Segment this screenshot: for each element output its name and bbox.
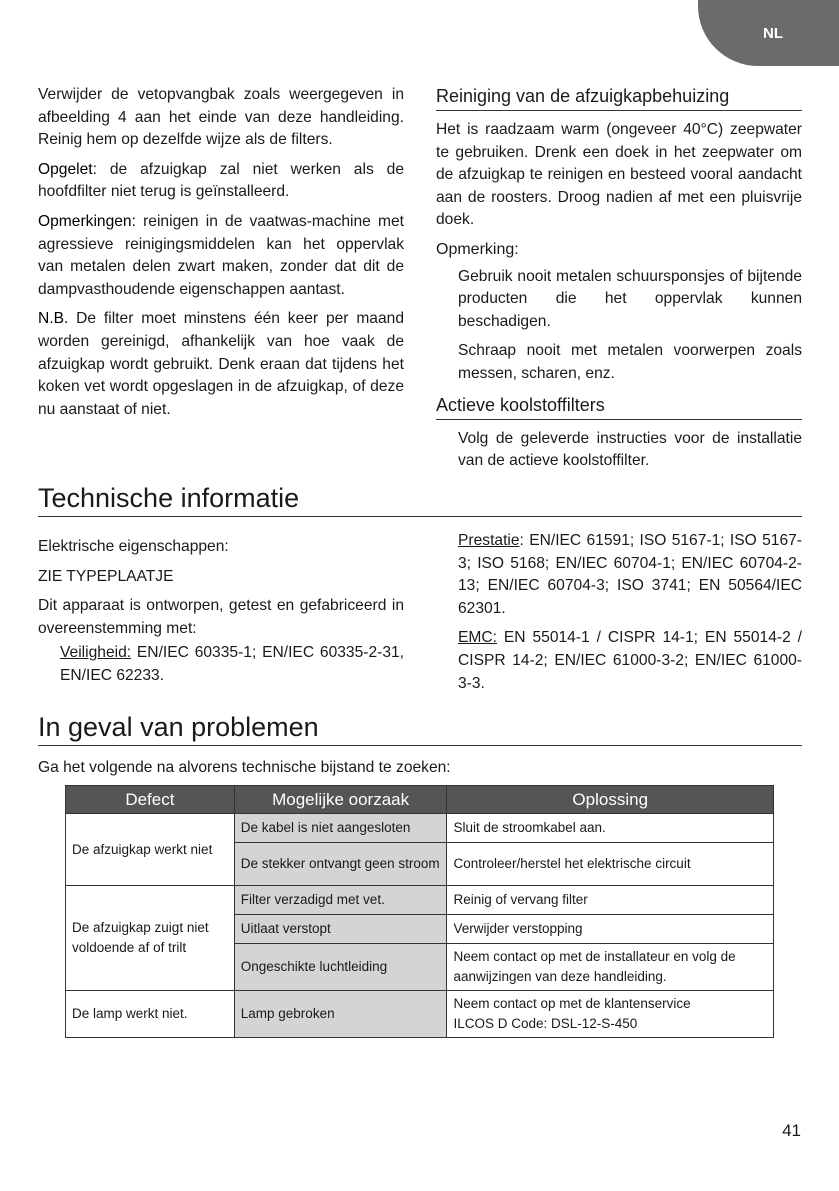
note-2: Schraap nooit met metalen voorwerpen zoals messen, scharen, enz. xyxy=(458,342,802,382)
performance-label: Prestatie xyxy=(458,532,520,549)
emc-standards xyxy=(436,627,802,695)
table-row xyxy=(66,991,774,1038)
paragraph-warning xyxy=(38,159,404,204)
solution-cell xyxy=(447,991,774,1038)
table-header-row xyxy=(66,786,774,814)
cause-cell: Lamp gebroken xyxy=(234,991,447,1038)
performance-standards xyxy=(436,530,802,620)
paragraph-nb xyxy=(38,308,404,421)
cause-cell: De kabel is niet aangesloten xyxy=(234,814,447,843)
solution-cell: Reinig of vervang filter xyxy=(447,886,774,915)
heading-cleaning-housing: Reiniging van de afzuigkapbehuizing xyxy=(436,84,802,111)
left-column xyxy=(38,84,404,428)
performance-text: : EN/IEC 61591; ISO 5167-1; ISO 5167-3; ISO 5168; EN/IEC 60704-1; EN/IEC 60704-2-13; EN/IEC 60704-3; ISO 3741; EN 50564/IEC 62301. xyxy=(458,532,802,617)
emc-text: EN 55014-1 / CISPR 14-1; EN 55014-2 / CISPR 14-2; EN/IEC 61000-3-2; EN/IEC 61000-3-3. xyxy=(458,629,802,692)
troubleshooting-table xyxy=(65,785,774,1038)
conformity: Dit apparaat is ontworpen, getest en gefabriceerd in overeenstemming met: xyxy=(38,597,404,637)
problems-intro: Ga het volgende na alvorens technische bijstand te zoeken: xyxy=(38,759,451,776)
paragraph-carbon: Volg de geleverde instructies voor de installatie van de actieve koolstoffilter. xyxy=(458,429,802,470)
language-tab xyxy=(698,0,839,66)
language-label: NL xyxy=(763,25,783,42)
warning-text: : de afzuigkap zal niet werken als de hoofdfilter niet terug is geïnstalleerd. xyxy=(38,160,404,201)
solution-cell: Sluit de stroomkabel aan. xyxy=(447,814,774,843)
table-row xyxy=(66,886,774,915)
type-plate: ZIE TYPEPLAATJE xyxy=(38,567,174,585)
warning-label: Opgelet xyxy=(38,160,93,178)
solution-cell: Controleer/herstel het elektrische circuit xyxy=(447,843,774,886)
safety-label: Veiligheid: xyxy=(60,644,132,662)
solution-cell: Verwijder verstopping xyxy=(447,915,774,944)
safety-standards xyxy=(38,642,404,687)
note-label: Opmerking: xyxy=(436,240,519,258)
header-cause: Mogelijke oorzaak xyxy=(234,786,447,814)
paragraph-cleaning: Het is raadzaam warm (ongeveer 40°C) zeepwater te gebruiken. Drenk een doek in het zeepwater om de afzuigkap te reinigen en besteed vooral aandacht aan de roosters. Droog nadien af met een pluisvrije doek. xyxy=(436,121,802,229)
right-column xyxy=(436,84,802,480)
section-title-technical: Technische informatie xyxy=(38,482,802,517)
paragraph-grease-tray: Verwijder de vetopvangbak zoals weergegeven in afbeelding 4 aan het einde van deze handleiding. Reinig hem op dezelfde wijze als de filters. xyxy=(38,86,404,149)
remarks-label: Opmerkingen: xyxy=(38,212,136,230)
section-title-problems: In geval van problemen xyxy=(38,711,802,746)
electrical-props: Elektrische eigenschappen: xyxy=(38,538,229,555)
solution-line: Neem contact op met de klantenservice xyxy=(453,996,691,1011)
safety-text: EN/IEC 60335-1; EN/IEC 60335-2-31, EN/IEC 62233. xyxy=(60,644,404,684)
emc-label: EMC: xyxy=(458,629,497,647)
remarks-text: reinigen in de vaatwas-machine met agressieve reinigingsmiddelen kan het oppervlak van metalen delen zwart maken, zonder dat dit de dampvasthoudende eigenschappen aantast. xyxy=(38,212,404,298)
table-row xyxy=(66,814,774,843)
cause-cell: Ongeschikte luchtleiding xyxy=(234,944,447,991)
page-number: 41 xyxy=(782,1121,801,1140)
defect-cell: De lamp werkt niet. xyxy=(66,991,235,1038)
nb-label: N.B. xyxy=(38,310,69,328)
heading-carbon-filters: Actieve koolstoffilters xyxy=(436,393,802,420)
paragraph-remarks xyxy=(38,211,404,301)
solution-line: ILCOS D Code: DSL-12-S-450 xyxy=(453,1016,638,1031)
solution-cell: Neem contact op met de installateur en volg de aanwijzingen van deze handleiding. xyxy=(447,944,774,991)
cause-cell: Filter verzadigd met vet. xyxy=(234,886,447,915)
cause-cell: De stekker ontvangt geen stroom xyxy=(234,843,447,886)
nb-text: De filter moet minstens één keer per maand worden gereinigd, afhankelijk van hoe vaak de afzuigkap wordt gebruikt. Denk eraan dat tijdens het koken vet wordt opgeslagen in de afzuigkap, of deze nu aanstaat of niet. xyxy=(38,310,404,418)
cause-cell: Uitlaat verstopt xyxy=(234,915,447,944)
header-solution: Oplossing xyxy=(447,786,774,814)
defect-cell: De afzuigkap zuigt niet voldoende af of trilt xyxy=(66,886,235,991)
defect-cell: De afzuigkap werkt niet xyxy=(66,814,235,886)
tech-right-column xyxy=(436,530,802,702)
note-1: Gebruik nooit metalen schuursponsjes of bijtende producten die het oppervlak kunnen beschadigen. xyxy=(458,267,802,330)
tech-left-column xyxy=(38,536,404,695)
header-defect: Defect xyxy=(66,786,235,814)
